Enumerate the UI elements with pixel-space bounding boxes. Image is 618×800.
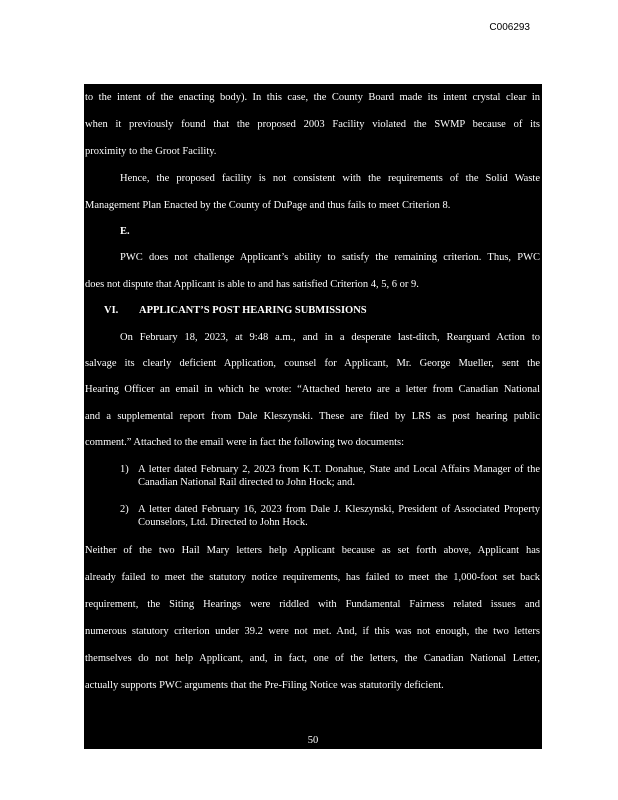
section-heading-vi bbox=[104, 297, 367, 324]
paragraph-5-line: numerous statutory criterion under 39.2 were not met. And, if this was not enough, the two letters bbox=[85, 626, 540, 637]
page-number: 50 bbox=[307, 735, 319, 746]
section-title: APPLICANT’S POST HEARING SUBMISSIONS bbox=[139, 305, 367, 316]
page-body bbox=[84, 84, 542, 749]
document-control-number: C006293 bbox=[489, 22, 530, 33]
paragraph-1-line: proximity to the Groot Facility. bbox=[85, 146, 217, 157]
paragraph-2-line: Management Plan Enacted by the County of DuPage and thus fails to meet Criterion 8. bbox=[85, 200, 451, 211]
paragraph-5-line: themselves do not help Applicant, and, in fact, one of the letters, the Canadian National Letter, bbox=[85, 653, 540, 664]
paragraph-4-line: and a supplemental report from Dale Kleszynski. These are filed by LRS as post hearing public bbox=[85, 411, 540, 422]
list-item-text: A letter dated February 2, 2023 from K.T. Donahue, State and Local Affairs Manager of the Canadian National Rail directed to John Hock; and. bbox=[138, 464, 540, 488]
section-heading-e: E. bbox=[120, 226, 130, 237]
list-item-number: 2) bbox=[120, 504, 129, 515]
paragraph-5-line: already failed to meet the statutory notice requirements, has failed to meet the 1,000-foot set back bbox=[85, 572, 540, 583]
list-item-number: 1) bbox=[120, 464, 129, 475]
paragraph-4-line: comment.” Attached to the email were in fact the following two documents: bbox=[85, 437, 404, 448]
paragraph-1-line: when it previously found that the proposed 2003 Facility violated the SWMP because of its bbox=[85, 119, 540, 130]
paragraph-4-line: On February 18, 2023, at 9:48 a.m., and in a desperate last-ditch, Rearguard Action to bbox=[120, 332, 540, 343]
paragraph-5-line: Neither of the two Hail Mary letters help Applicant because as set forth above, Applicant has bbox=[85, 545, 540, 556]
paragraph-1-line: to the intent of the enacting body). In this case, the County Board made its intent crystal clear in bbox=[85, 92, 540, 103]
list-item-text: A letter dated February 16, 2023 from Dale J. Kleszynski, President of Associated Property Counselors, Ltd. Directed to John Hock. bbox=[138, 504, 540, 528]
paragraph-3-line: does not dispute that Applicant is able to and has satisfied Criterion 4, 5, 6 or 9. bbox=[85, 279, 419, 290]
paragraph-4-line: Hearing Officer an email in which he wrote: “Attached hereto are a letter from Canadian National bbox=[85, 384, 540, 395]
paragraph-3-line: PWC does not challenge Applicant’s ability to satisfy the remaining criterion. Thus, PWC bbox=[120, 252, 540, 263]
paragraph-5-line: actually supports PWC arguments that the Pre-Filing Notice was statutorily deficient. bbox=[85, 680, 444, 691]
section-number: VI. bbox=[104, 305, 119, 316]
paragraph-4-line: salvage its clearly deficient Application, counsel for Applicant, Mr. George Mueller, sent the bbox=[85, 358, 540, 369]
paragraph-2-line: Hence, the proposed facility is not consistent with the requirements of the Solid Waste bbox=[120, 173, 540, 184]
paragraph-5-line: requirement, the Siting Hearings were riddled with Fundamental Fairness related issues and bbox=[85, 599, 540, 610]
